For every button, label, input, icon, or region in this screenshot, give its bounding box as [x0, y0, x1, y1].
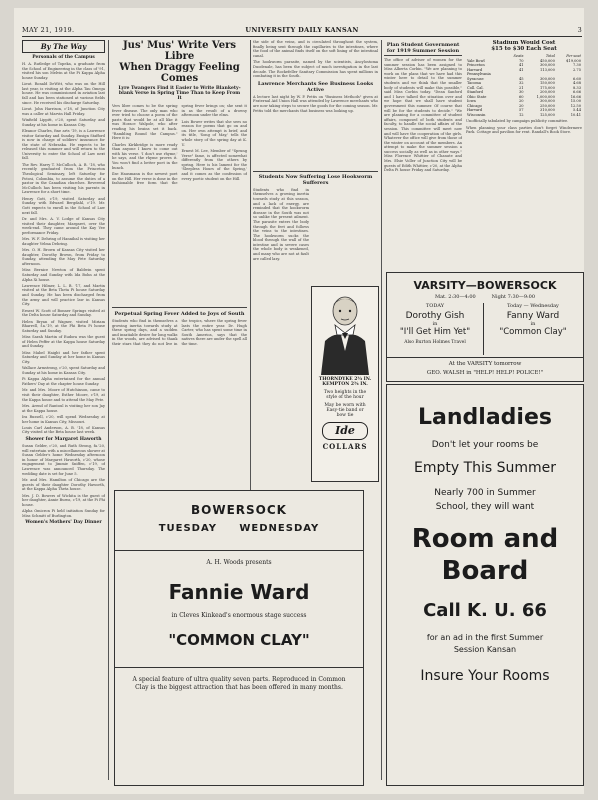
ad-line: School, they will want [435, 502, 535, 512]
table-cell: 2.75 [572, 67, 581, 72]
ad-left-feature [387, 303, 484, 355]
ad-line-emphasis: Insure Your Rooms [420, 668, 550, 684]
article-heading: Women's Mothers' Day Dinner [25, 520, 102, 526]
table-cell: Ohio State [467, 94, 487, 99]
table-cell: 10.41 [570, 112, 581, 117]
paragraph: Alpha Omicron Pi held initiation Sunday for Miss Schmitt of Burlington. [22, 509, 105, 518]
table-cell: 6.60 [572, 76, 581, 81]
ad-days: TUESDAY WEDNESDAY [158, 523, 320, 534]
article-heading: Stadium Would Cost [492, 40, 556, 46]
shower-text [22, 444, 105, 518]
table-cell: 15.00 [570, 99, 581, 103]
paragraph: Mrs. J. D. Bowers of Wichita is the guest of her daughter, Annie Burns, c'19, at the Pi Phi house. [22, 493, 105, 507]
paragraph: Lieut. John Harrison, c'18, of Junction City was a caller at Marvin Hall Friday. [22, 106, 105, 116]
table-cell: 70 [518, 58, 524, 63]
article-heading: Lawrence Merchants See Business Looks Active [257, 80, 374, 93]
paragraph: Ira Russell, c'20, will spend Wednesday at her home in Kansas City, Missouri. [22, 414, 105, 424]
table-cell: 41 [518, 67, 524, 72]
table-cell: 30 [518, 90, 524, 94]
table-cell: 300,000 [540, 99, 555, 103]
paragraph: Mr. and Mrs. Moore of Hutchinson, came to visit their daughter, Esther Moore, c'19, at the Kappa house and to attend the May Fete. [22, 388, 105, 402]
ad-star: Dorothy Gish [405, 311, 465, 321]
ad-line-big: Board [441, 556, 529, 586]
article-text [112, 104, 247, 304]
table-cell: 41 [518, 63, 524, 67]
masthead-title: UNIVERSITY DAILY KANSAN [245, 26, 359, 34]
ad-collar-name: THORNDYKE 2¾ IN. [318, 377, 372, 382]
table-cell: Harvard [467, 67, 483, 72]
ad-line-emphasis: Empty This Summer [413, 460, 557, 476]
paragraph: H. A. Rutledge of Topeka, a graduate from the School of Engineering in the class of '91, visited his son Melvin at the Pi Kappa Alpha house Sunday. [22, 62, 105, 80]
paragraph: Mrs. Arend of Rantoul is visiting her son Jay at the Kappa house. [22, 403, 105, 413]
table-cell: 310,000 [540, 108, 555, 112]
ad-line: Nearly 700 in Summer [434, 488, 536, 498]
table-cell: 21 [518, 85, 524, 90]
ide-collars-ad [311, 286, 379, 482]
ad-in: in [530, 321, 536, 327]
ad-theater: BOWERSOCK [191, 503, 287, 517]
landladies-ad [386, 384, 584, 786]
ad-film: "Common Clay" [499, 327, 567, 337]
ad-headline: Landladies [418, 405, 552, 430]
table-cell: 300,000 [540, 63, 555, 67]
ad-play: "COMMON CLAY" [168, 631, 310, 649]
stadium-cost-table [466, 54, 582, 117]
table-cell: 5.44 [572, 108, 581, 112]
article-heading: $15 to $30 Each Seat [491, 46, 557, 52]
table-cell: $19,000 [566, 58, 581, 63]
ad-showtimes: Mat. 2:30—4:00 Night 7:30—9:00 [434, 294, 536, 300]
table-note: Unofficially tabulated by campaign publicity committee. [466, 119, 569, 123]
issue-date: MAY 21, 1919. [22, 26, 75, 34]
article-text: The office of adviser of women for the summer session has been assigned to Miss Alberta Corbin. "We are planning to work on the plans that we have had this winter here to detail to the summer students and we think that the smaller body of students will make this possible," said Miss Corbin today. "Dean Sanford and I have talked the situation over and we hope that we shall have student government this summer. Of course that will be for the students to decide." "We are planning for a committee of student affairs, composed of both students and faculty, to handle the social affairs of the session. This committee will meet now and will have the cooperation of the girls. Whatever the office will give from those of the winter on account of the members. An attempt to make the summer session a success socially as well as in other ways." Miss Florence Whittier of Chanute and Mrs. Elsie Voller of Junction City will be guests of Edith Whittier, c'20, at the Alpha Delta Pi house Friday and Saturday. [384, 58, 462, 173]
table-header: Per seat [566, 54, 581, 58]
page-number: 3 [577, 26, 582, 34]
table-cell: 12.50 [570, 103, 581, 108]
table-cell: 175,000 [540, 85, 555, 90]
paragraph: Louis Carl Anderson, A. B. '18, of Kansas City visited at the Beta house last week. [22, 425, 105, 435]
table-cell: 12 [518, 112, 524, 117]
paragraph: Mrs. O. H. Brown of Kansas City visited her daughter, Dorothy Brown, from Friday to Sunday, attending the May Fete Saturday afternoon. [22, 248, 105, 266]
paragraph: Ernest M. Lee, Member of "Sprung Verse" fame, is affected somewhat differently from the others by spring. Here is his lament for the 'Sleepless Hours of the Spring,' and it comes as the confession of every poetic student on the Hill. [181, 148, 247, 181]
paragraph: Lieut. Ronald DeWitt, who was on the Hill last year, is visiting at the Alpha Tau Omega house. He was commissioned in aviation last fall and has been stationed at various fields since. He received his discharge Saturday. [22, 82, 105, 105]
column-divider [381, 40, 382, 780]
ad-line: Session Kansan [453, 645, 517, 654]
table-cell: 32 [518, 81, 524, 85]
subheadline: Lyre Twangers Find it Easier to Write Blankety-blank Verse in Spring Time Than to Keep From It [118, 86, 241, 101]
page-header [22, 26, 582, 37]
table-cell: 20 [518, 99, 524, 103]
article-text: the side of the veins, and is circulated throughout the system, finally being sent through the capillaries to the intestines, where the food of the animal finds itself on the soft lining of the intestinal canal. [253, 40, 378, 58]
ad-line: Two heights in the [323, 390, 367, 395]
ad-line: May be worn with [324, 403, 366, 408]
table-cell: 300,000 [540, 76, 555, 81]
ad-line: Easy-tie band or [326, 408, 364, 413]
column-by-the-way [22, 40, 105, 782]
ad-presenter: A. H. Woods presents [206, 559, 272, 566]
table-cell: Syracuse [467, 76, 484, 81]
ad-line: bow tie [336, 413, 354, 418]
table-cell: 125,000 [540, 112, 555, 117]
paragraph: Mrs. W. F. Dehring of Hannibal is visiting her daughter Velma Dehring. [22, 237, 105, 246]
paragraph: Helen Bryan of Wagner, visited Miriam Bharrell, f.a.'19, at the Phi Beta Pi house Saturday and Sunday. [22, 319, 105, 333]
paragraph: The Rev. Harry T. McCulloch, A. B. '18, who recently graduated from the Princeton Theological Seminary, left Saturday for Potosi, Colombia, to assume the duties of a pastor in the Canadian churches. Reverend McCulloch has been visiting his parents in Lawrence for a short time. [22, 162, 105, 195]
table-cell: Harvard [467, 108, 483, 112]
table-cell: 57 [518, 108, 524, 112]
article-heading: Students Now Suffering Lose Hookworm Sufferers [258, 173, 373, 186]
ad-line-big: Room and [411, 524, 559, 554]
ad-note: A special feature of ultra quality seven parts. Reproduced in Common Clay is the biggest attraction that has been offered in many months. [132, 676, 346, 691]
table-cell: Yale Bowl [467, 58, 485, 63]
ide-logo: Ide [322, 422, 368, 440]
paragraph: Henry Gott, c'19, visited Saturday and Sunday with Edward Bergdahl, c'19. Mr. Gott expects to enroll in the School of Law next fall. [22, 196, 105, 215]
table-header: Seats [513, 54, 524, 58]
article-text: Students who find in themselves a growing inertia towards study at this season, and a lack of energy, are reminded that the hookworm disease in the South was not so unlike the present ailment. The parasite enters the body through the feet and follows the veins to the intestines. The hookworm sucks the blood through the wall of the intestine and in severe cases the whole body is weakened, and many who are not at fault are called lazy. [253, 187, 309, 261]
table-cell: Iowa [467, 99, 476, 103]
article-text: Students who find in themselves a growing inertia towards study at these spring days, and a sudden and insatiable desire for long walks in the woods, are advised to thank their stars that they do not live in the tropics, where the spring fever lasts the entire year. Dr. Hugh Carter, who has spent some time in South America, says that the natives there are under the spell all the time. [112, 319, 247, 346]
table-cell: 20 [518, 103, 524, 108]
table-cell: 150,000 [540, 81, 555, 85]
table-cell: 200,000 [540, 90, 555, 94]
table-cell: Chicago [467, 103, 482, 108]
table-header: Total [545, 54, 555, 58]
section-subtitle: Personals of the Campus [32, 55, 95, 60]
article-text: The hookworm parasite, named by the scientists, Ancylostoma Duodenale, has been the subject of much investigation in the last decade. The Rockefeller Sanitary Commission has spent millions in combating it in the South. [253, 60, 378, 79]
ad-right-feature [485, 303, 581, 355]
ad-phone: Call K. U. 66 [423, 600, 547, 621]
section-title: By The Way [22, 40, 105, 53]
paragraph: Eleanor Charles, fine arts '19, is a Lawrence visitor Saturday and Sunday. Ensign Stafford is now in charge of soldiers' insurance for the state of Nebraska. He expects to be released this summer and will return to the University to enter the School of Law next fall. [22, 128, 105, 161]
ad-line: style of the hour [326, 395, 364, 400]
ad-line: for an ad in the first Summer [426, 633, 544, 642]
ad-star: Fanny Ward [506, 311, 560, 321]
table-cell: 45 [518, 76, 524, 81]
ad-tomorrow: At the VARSITY tomorrow [448, 361, 522, 367]
table-cell: 450,000 [540, 58, 555, 63]
ad-film: "I'll Get Him Yet" [399, 327, 471, 337]
personals-text [22, 62, 105, 435]
paragraph: Susan Gelder, c'20, and Ruth Strong, fa.'20, will entertain with a miscellaneous shower at Susan Gelder's home Wednesday afternoon in honor of Margaret Haworth, c'20, whose engagement to Jimmie Sniffen, c'19, of Lawrence was announced Thursday. The wedding date is set for June 5. [22, 444, 105, 476]
paragraph: Vers libre comes to be the spring fever disease. The only man who ever tried to choose a poem of the pasts that would be at all like it was Horace Walpole, who after reading his brains set it back. "Rambling Round the Campus." Here it is: [112, 104, 178, 141]
paragraph: Miss Sarah Martin of Eudora was the guest of Helen Peffer at the Kappa house Saturday and Sunday. [22, 335, 105, 349]
table-cell: Princeton [467, 63, 485, 67]
ad-star: Fannie Ward [168, 580, 310, 604]
table-cell: 1,000,000 [536, 94, 555, 99]
article-heading: Perpetual Spring Fever Added to Joys of South [114, 311, 245, 317]
table-cell: 7.30 [572, 63, 581, 67]
paragraph: Wallace Armstrong, c'20, spent Saturday and Sunday at his home in Kansas City. [22, 366, 105, 375]
ad-collars-label: COLLARS [322, 442, 368, 451]
table-cell: 16.66 [570, 94, 581, 99]
paragraph: Pi Kappa Alpha entertained for the annual Fathers' Day at the chapter house Sunday. [22, 377, 105, 386]
ad-note: Also Burton Holmes Travel [404, 340, 466, 345]
headline: When Draggy Feeling Comes [119, 62, 240, 84]
paragraph: Miss Mabel Haight and her father spent Saturday and Sunday at her home in Kansas City. [22, 350, 105, 364]
table-cell: 250,000 [540, 103, 555, 108]
paragraph: Mr. and Mrs. Hamilton of Chicago are the guests of their daughter Dorothy Haworth, at the Kappa Alpha Theta house. [22, 478, 105, 492]
ad-subtitle: in Cleves Kinkead's enormous stage success [171, 612, 307, 619]
table-cell: Wisconsin [467, 112, 486, 117]
man-portrait-illustration [313, 291, 377, 375]
paragraph: Dr. and Mrs. A. V. Lodge of Kansas City visited their daughter, Margaret, over the week-end. They came around the Kay Vee performance Friday. [22, 216, 105, 235]
paragraph: Ernest W. Scott of Bonner Springs visited at the Delta house Saturday and Sunday. [22, 308, 105, 318]
column-stadium [466, 40, 582, 268]
table-row [466, 113, 582, 118]
ad-day: TODAY [425, 303, 445, 309]
ad-in: in [432, 321, 438, 327]
table-cell: 8.33 [572, 85, 581, 90]
table-cell: 113,000 [540, 67, 555, 72]
article-heading: Plan Student Government for 1919 Summer Session [384, 42, 462, 56]
ad-tomorrow-feature: GEO. WALSH in "HELP! HELP! POLICE!" [426, 370, 544, 376]
ad-day: Today — Wednesday [507, 303, 559, 309]
table-cell: Pennsylvania [467, 72, 491, 76]
table-cell: 4.68 [572, 81, 581, 85]
bowersock-ad [114, 490, 364, 786]
table-cell: 60 [518, 94, 524, 99]
column-student-government [384, 40, 462, 268]
table-cell: Coll. Cal. [467, 85, 484, 90]
paragraph: Winfield Lippitt, c'20, spent Saturday and Sunday at his home in Kansas City. [22, 117, 105, 127]
paragraph: Lois Bower writes that she sees no reason for poems that go on and on. Her own attempt is brief, and its title, 'Song of May,' tells the whole story of the spring day at K. U. [181, 119, 247, 147]
paragraph: Charles Kirkbridge is more ready than anyone I know to come out with his verse. 'I don't use rhyme,' he says, and the rhyme proves it. You won't find a better poet in the bunch. [112, 142, 178, 170]
paragraph: Lawrence Hilmer, L. L. B. '17, and Martin visited at the Beta Theta Pi house Saturday and Sunday. He has been discharged from the army and will practice law in Kansas City. [22, 283, 105, 307]
article-text: A lecture last night by W. P. Pettis on "Business Methods" given at Fraternal Aid Union Hall was attended by Lawrence merchants who are now taking steps to secure the goods for the coming season. Mr. Pettis told the merchants that business was looking up. [253, 94, 378, 113]
paragraph: Ilse Hausmann is the newest poet on the Hill. Her verse is done in the fashionable free form that the spring fever brings on; she sent it in as the result of a drowsy afternoon under the elms. [112, 104, 247, 186]
ad-line: Don't let your rooms be [431, 440, 539, 450]
varsity-bowersock-ad [386, 272, 584, 382]
article-heading: Shower for Margaret Haworth [25, 437, 102, 443]
table-cell: Stanford [467, 90, 483, 94]
table-cell: Tacoma [467, 81, 481, 85]
article-text: When planning your class parties don't forget Windermere Park. Cottage and pavilion for rent. Randall's Book Store. [466, 125, 582, 135]
ad-theater: VARSITY—BOWERSOCK [413, 279, 557, 292]
table-cell: 6.66 [572, 90, 581, 94]
headline: Jus' Mus' Write Vers Libre [122, 40, 237, 62]
column-divider [108, 40, 109, 780]
ad-collar-name: KEMPTON 2¾ IN. [322, 382, 368, 387]
paragraph: Miss Bernice Newton of Baldwin spent Saturday and Sunday with Ida Bohn at the Alpha Xi house. [22, 268, 105, 282]
